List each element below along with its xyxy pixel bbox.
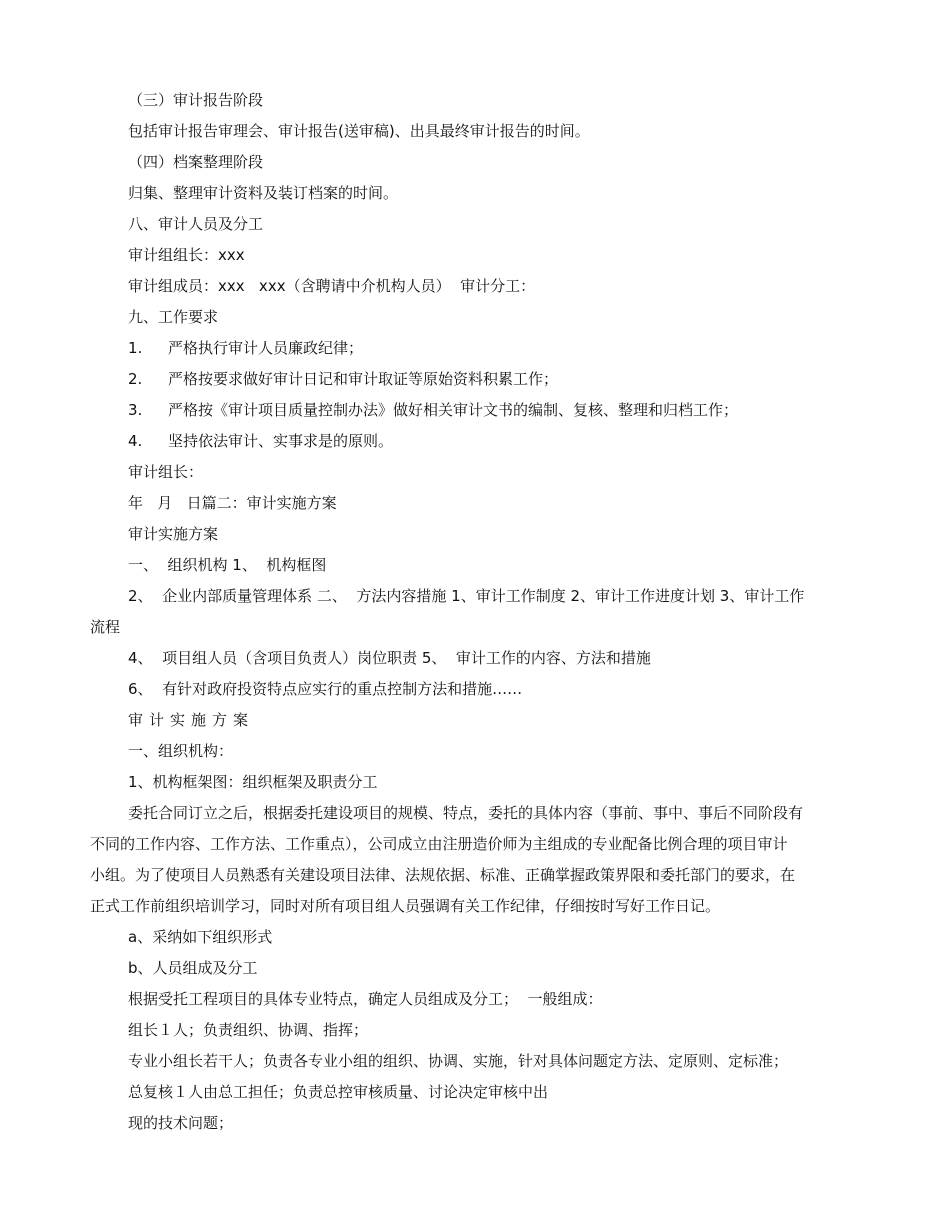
org-chart-line: 1、机构框架图：组织框架及职责分工 [128, 773, 378, 791]
composition-line: 根据受托工程项目的具体专业特点，确定人员组成及分工； 一般组成： [128, 990, 603, 1008]
section9-heading: 九、工作要求 [128, 308, 219, 326]
requirement-number: 4. [128, 432, 143, 450]
requirement-item [128, 432, 393, 450]
stage3-heading: （三）审计报告阶段 [128, 91, 264, 109]
team-members-line: 审计组成员：xxx xxx（含聘请中介机构人员） 审计分工： [128, 277, 536, 295]
item-b: b、人员组成及分工 [128, 959, 258, 977]
plan-title: 审计实施方案 [128, 525, 219, 543]
stage4-heading: （四）档案整理阶段 [128, 153, 264, 171]
org-heading: 一、组织机构： [128, 742, 234, 760]
sub-leader-role: 专业小组长若干人；负责各专业小组的组织、协调、实施，针对具体问题定方法、定原则、定标准； [128, 1052, 789, 1070]
toc-line: 一、 组织机构 1、 机构框图 [128, 556, 327, 574]
requirement-text: 严格按《审计项目质量控制办法》做好相关审计文书的编制、复核、整理和归档工作； [168, 401, 739, 419]
stage3-text: 包括审计报告审理会、审计报告(送审稿)、出具最终审计报告的时间。 [128, 122, 590, 140]
requirement-number: 2. [128, 370, 143, 388]
requirement-number: 3. [128, 401, 143, 419]
toc-line-continued: 流程 [90, 618, 121, 636]
paragraph-line: 不同的工作内容、工作方法、工作重点），公司成立由注册造价师为主组成的专业配备比例合理的项目审计 [90, 835, 788, 853]
section8-heading: 八、审计人员及分工 [128, 215, 264, 233]
paragraph-line: 小组。为了使项目人员熟悉有关建设项目法律、法规依据、标准、正确掌握政策界限和委托部门的要求，在 [90, 866, 796, 884]
paragraph-line: 正式工作前组织培训学习，同时对所有项目组人员强调有关工作纪律，仔细按时写好工作日记。 [90, 897, 721, 915]
stage4-text: 归集、整理审计资料及装订档案的时间。 [128, 184, 399, 202]
paragraph-line: 委托合同订立之后，根据委托建设项目的规模、特点，委托的具体内容（事前、事中、事后不同阶段有 [128, 804, 804, 822]
reviewer-role: 总复核１人由总工担任；负责总控审核质量、讨论决定审核中出 [128, 1083, 549, 1101]
requirement-text: 严格执行审计人员廉政纪律； [168, 339, 364, 357]
leader-role: 组长１人；负责组织、协调、指挥； [128, 1021, 369, 1039]
requirement-item [128, 401, 738, 419]
plan-title-spaced: 审计实施方案 [128, 711, 255, 729]
date-line: 年 月 日篇二：审计实施方案 [128, 494, 337, 512]
requirement-item [128, 370, 558, 388]
requirement-item [128, 339, 363, 357]
toc-line: 6、 有针对政府投资特点应实行的重点控制方法和措施…… [128, 680, 523, 698]
requirement-text: 严格按要求做好审计日记和审计取证等原始资料积累工作； [168, 370, 559, 388]
toc-line: 4、 项目组人员（含项目负责人）岗位职责 5、 审计工作的内容、方法和措施 [128, 649, 651, 667]
item-a: a、采纳如下组织形式 [128, 928, 273, 946]
team-leader-line: 审计组组长：xxx [128, 246, 245, 264]
reviewer-role-cont: 现的技术问题； [128, 1114, 234, 1132]
requirement-text: 坚持依法审计、实事求是的原则。 [168, 432, 394, 450]
signature-leader: 审计组长： [128, 463, 204, 481]
toc-line: 2、 企业内部质量管理体系 二、 方法内容措施 1、审计工作制度 2、审计工作进度计划 3、审计工作 [128, 587, 805, 605]
requirement-number: 1. [128, 339, 143, 357]
